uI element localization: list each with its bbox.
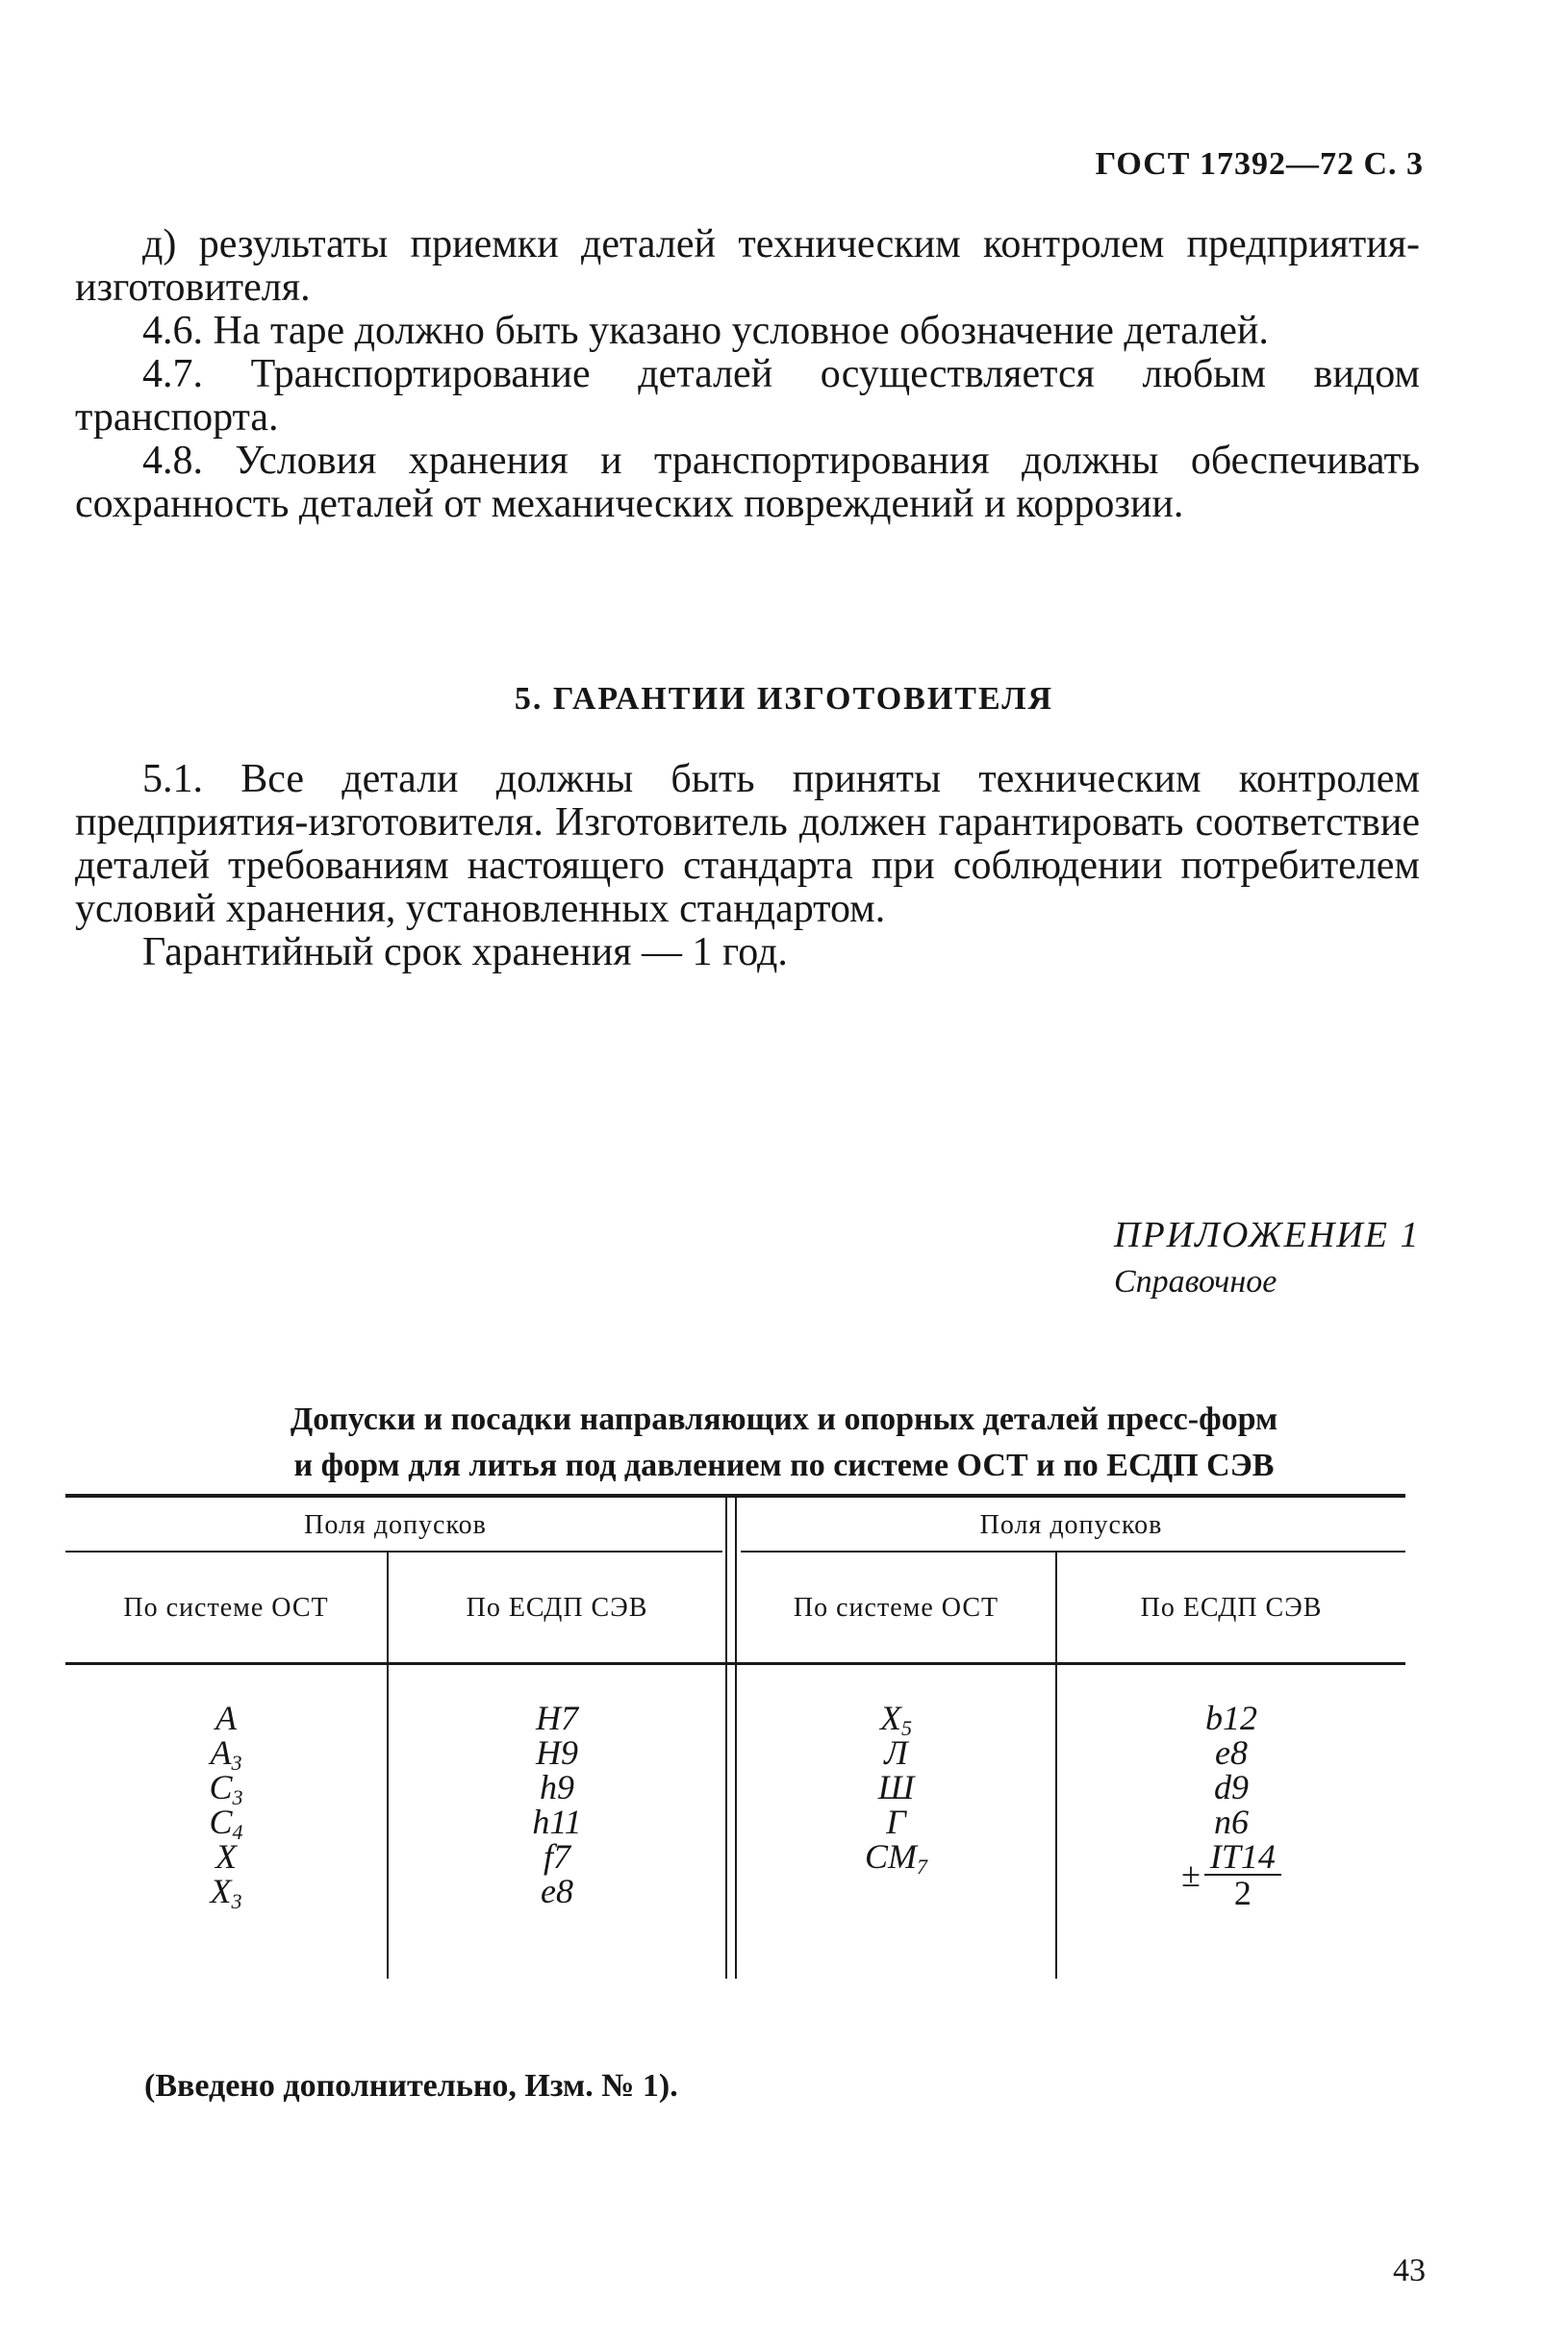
- appendix-title: ПРИЛОЖЕНИЕ 1: [1114, 1215, 1421, 1255]
- table-cell: f7: [543, 1837, 570, 1876]
- group-rule-left: [65, 1551, 722, 1553]
- appendix-subtitle: Справочное: [1114, 1264, 1277, 1300]
- section5-title: 5. ГАРАНТИИ ИЗГОТОВИТЕЛЯ: [514, 681, 1054, 717]
- page-number: 43: [1393, 2253, 1426, 2288]
- table-cell: $X_5$: [880, 1699, 912, 1740]
- col-header-esdp-right: По ЕСДП СЭВ: [1140, 1593, 1323, 1623]
- table-cell: e8: [541, 1872, 573, 1910]
- col-header-ost-left: По системе ОСТ: [123, 1593, 329, 1623]
- table-title-line2: и форм для литья под давлением по системе ОСТ и по ЕСДП СЭВ: [293, 1448, 1275, 1483]
- table-cell: n6: [1214, 1803, 1249, 1841]
- paragraph-4-6: 4.6. На таре должно быть указано условное обозначение деталей.: [142, 309, 1269, 353]
- amendment-note: (Введено дополнительно, Изм. № 1).: [144, 2068, 678, 2104]
- warranty-period: Гарантийный срок хранения — 1 год.: [142, 930, 788, 974]
- table-cell: H9: [536, 1733, 578, 1772]
- table-cell: Ш: [877, 1768, 915, 1806]
- table-cell: $X_3$: [210, 1872, 242, 1913]
- table-cell: Г: [886, 1803, 906, 1841]
- group-rule-right: [741, 1551, 1405, 1553]
- group-header-right: Поля допусков: [979, 1510, 1163, 1540]
- table-cell: $CM_7$: [865, 1837, 927, 1879]
- fraction-denominator: 2: [1233, 1874, 1252, 1912]
- left-ost-column: [65, 1699, 387, 1913]
- table-cell: $C_4$: [209, 1803, 243, 1844]
- right-ost-column: [737, 1699, 1055, 1879]
- table-cell-fraction: [1057, 1839, 1405, 1916]
- col-header-ost-right: По системе ОСТ: [793, 1593, 999, 1623]
- col-header-esdp-left: По ЕСДП СЭВ: [466, 1593, 648, 1623]
- table-cell: h11: [532, 1803, 582, 1841]
- paragraph-5-1: 5.1. Все детали должны быть приняты техническим контролем предприятия-изготовителя. Изготовитель должен гарантировать соответствие деталей требованиям настоящего стандарта при соблюдении потребителем условий хранения, установленных стандартом.: [75, 757, 1420, 931]
- group-header-left: Поля допусков: [304, 1510, 487, 1540]
- table-cell: b12: [1205, 1699, 1257, 1737]
- page-header: ГОСТ 17392—72 С. 3: [1095, 146, 1424, 182]
- fraction-numerator: IT14: [1204, 1839, 1281, 1876]
- divider-double-1: [725, 1498, 727, 1979]
- table-cell: H7: [536, 1699, 578, 1737]
- paragraph-4-7: 4.7. Транспортирование деталей осуществляется любым видом транспорта.: [75, 352, 1420, 440]
- plus-minus-sign: ±: [1181, 1856, 1201, 1894]
- table-cell: $C_3$: [209, 1768, 243, 1809]
- section4-text: [75, 223, 1420, 526]
- table-cell: d9: [1214, 1768, 1249, 1806]
- table-cell: h9: [540, 1768, 574, 1806]
- table-cell: Л: [884, 1733, 908, 1772]
- paragraph-4-8: 4.8. Условия хранения и транспортирования должны обеспечивать сохранность деталей от механических повреждений и коррозии.: [75, 439, 1420, 526]
- table-title-line1: Допуски и посадки направляющих и опорных деталей пресс-форм: [290, 1401, 1278, 1437]
- table-cell: e8: [1215, 1733, 1248, 1772]
- table-title: [0, 1397, 1568, 1489]
- right-esdp-column: [1057, 1701, 1405, 1916]
- section5-text: [75, 758, 1420, 974]
- table-cell: A: [215, 1699, 237, 1737]
- table-cell: $A_3$: [210, 1733, 242, 1775]
- fraction: [1204, 1839, 1281, 1910]
- paragraph-item-d: д) результаты приемки деталей техническим контролем предприятия-изготовителя.: [75, 222, 1420, 310]
- table-cell: X: [215, 1837, 237, 1876]
- left-esdp-column: [389, 1701, 725, 1908]
